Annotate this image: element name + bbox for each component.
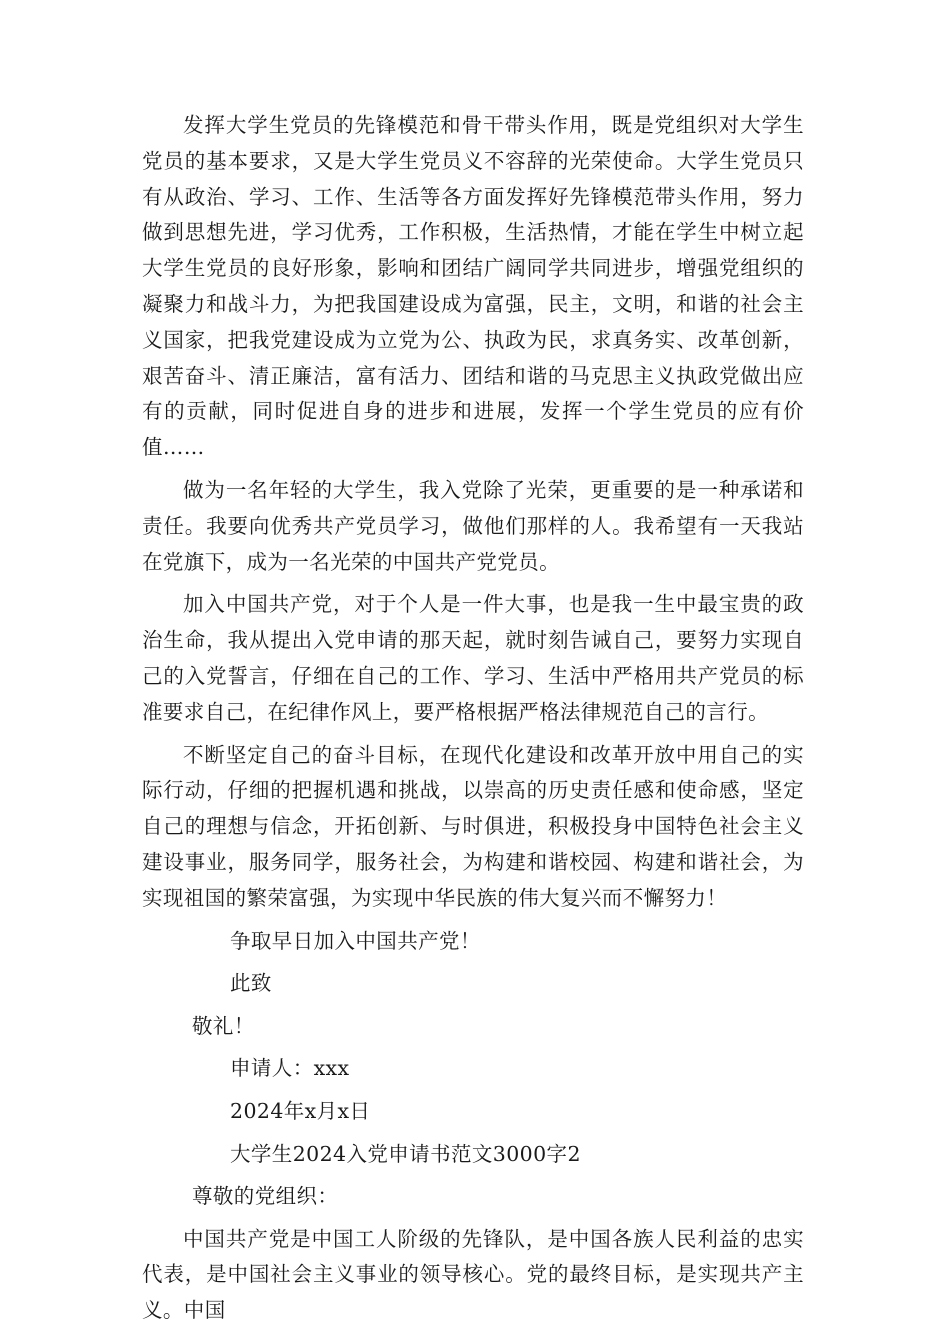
paragraph-goals: 不断坚定自己的奋斗目标，在现代化建设和改革开放中用自己的实际行动，仔细的把握机遇和挑战，以崇高的历史责任感和使命感，坚定自己的理想与信念，开拓创新、与时俱进，积极投身中国特色社会主义建设事业，服务同学，服务社会，为构建和谐校园、构建和谐社会，为实现祖国的繁荣富强，为实现中华民族的伟大复兴而不懈努力！: [142, 742, 804, 910]
paragraph-join-party: 加入中国共产党，对于个人是一件大事，也是我一生中最宝贵的政治生命，我从提出入党申请的那天起，就时刻告诫自己，要努力实现自己的入党誓言，仔细在自己的工作、学习、生活中严格用共产党员的标准要求自己，在纪律作风上，要严格根据严格法律规范自己的言行。: [142, 592, 804, 724]
applicant-signature: 申请人：xxx: [230, 1056, 350, 1081]
paragraph-vanguard-role: 发挥大学生党员的先锋模范和骨干带头作用，既是党组织对大学生党员的基本要求，又是大学生党员义不容辞的光荣使命。大学生党员只有从政治、学习、工作、生活等各方面发挥好先锋模范带头作用，努力做到思想先进，学习优秀，工作积极，生活热情，才能在学生中树立起大学生党员的良好形象，影响和团结广阔同学共同进步，增强党组织的凝聚力和战斗力，为把我国建设成为富强，民主，文明，和谐的社会主义国家，把我党建设成为立党为公、执政为民，求真务实、改革创新，艰苦奋斗、清正廉洁，富有活力、团结和谐的马克思主义执政党做出应有的贡献，同时促进自身的进步和进展，发挥一个学生党员的应有价值……: [142, 113, 804, 460]
document-body: [142, 108, 804, 1336]
paragraph-young-student: 做为一名年轻的大学生，我入党除了光荣，更重要的是一种承诺和责任。我要向优秀共产党员学习，做他们那样的人。我希望有一天我站在党旗下，成为一名光荣的中国共产党党员。: [142, 477, 804, 574]
closing-cizhi: 此致: [230, 971, 272, 996]
closing-strive: 争取早日加入中国共产党！: [230, 928, 481, 953]
second-letter-opening: 中国共产党是中国工人阶级的先锋队，是中国各族人民利益的忠实代表，是中国社会主义事业的领导核心。党的最终目标，是实现共产主义。中国: [142, 1226, 804, 1323]
letter-date: 2024年x月x日: [230, 1098, 371, 1123]
second-letter-salutation: 尊敬的党组织：: [192, 1184, 339, 1209]
second-letter-title: 大学生2024入党申请书范文3000字2: [230, 1141, 581, 1166]
closing-jingli: 敬礼！: [192, 1013, 255, 1038]
